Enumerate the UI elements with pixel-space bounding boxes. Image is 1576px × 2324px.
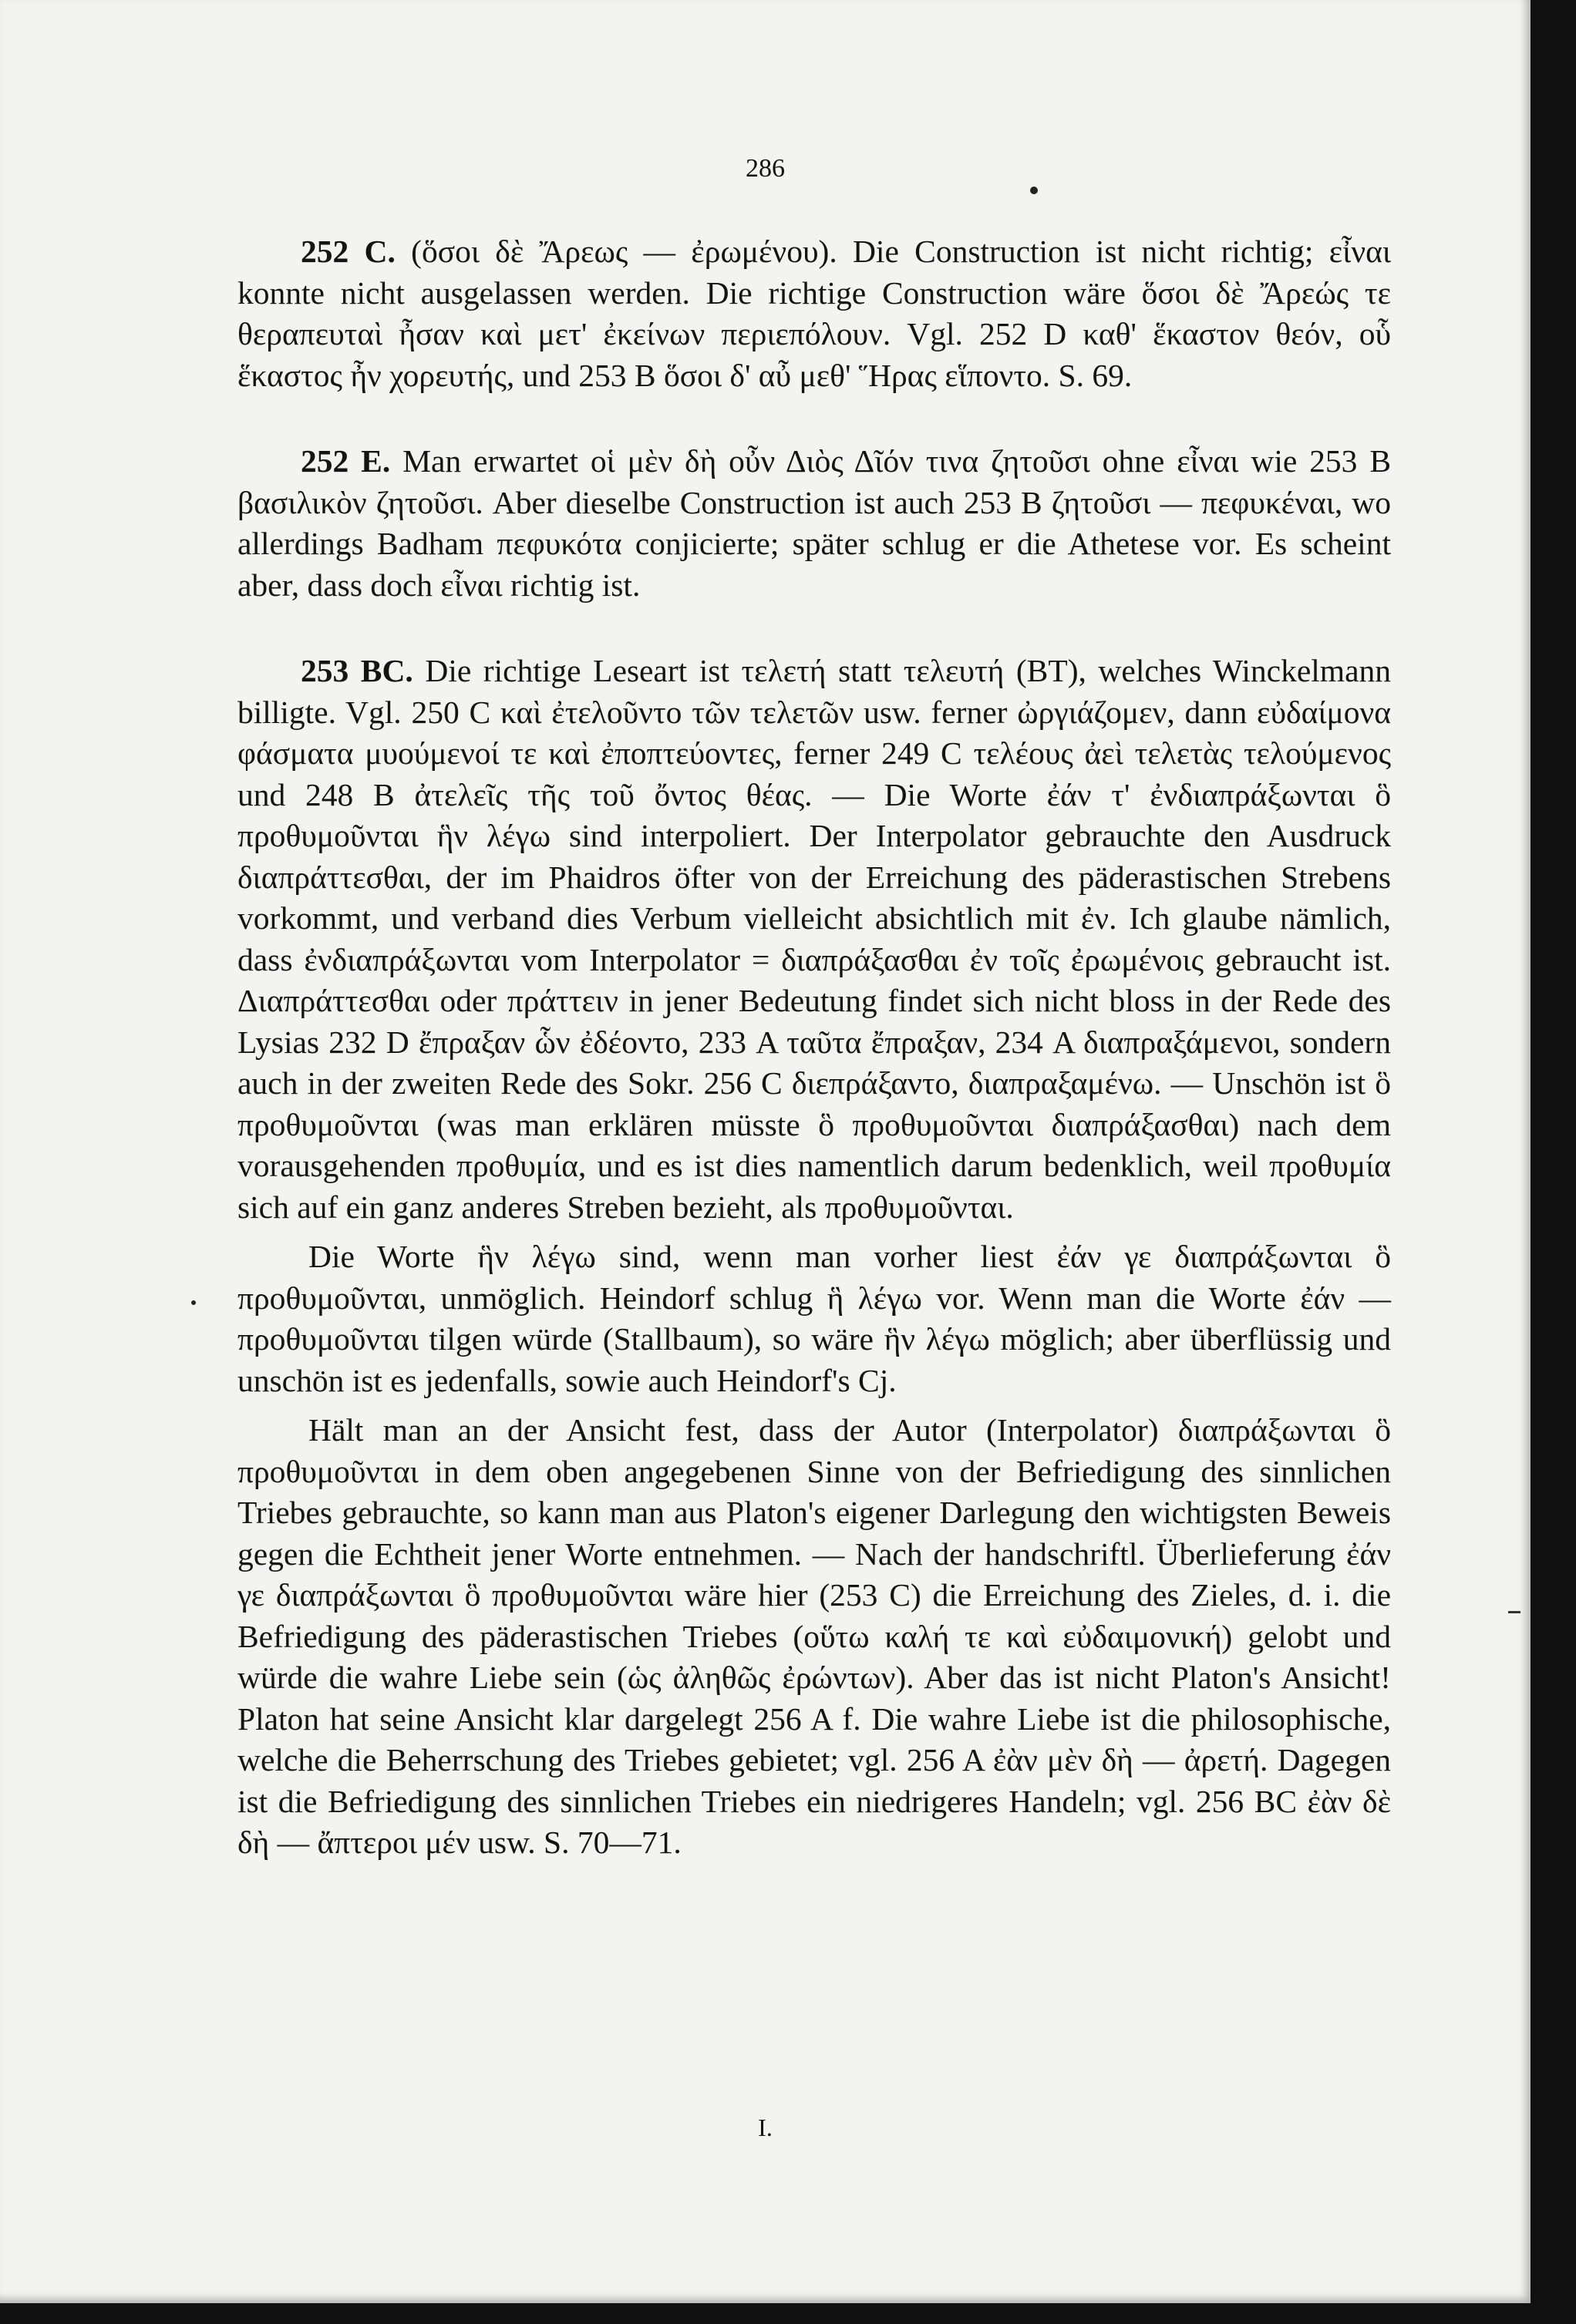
- text-body: [237, 231, 1391, 1864]
- paragraph-252e: [237, 441, 1391, 606]
- paragraph-text: Man erwartet οἱ μὲν δὴ οὖν Διὸς Δῖόν τινα ζητοῦσι ohne εἶναι wie 253 B βασιλικὸν ζητοῦσι. Aber dieselbe Construction ist auch 253 B ζητοῦσι — πεφυκέναι, wo allerdings Badham πεφυκότα conjicierte; später schlug er die Athetese vor. Es scheint aber, dass doch εἶναι richtig ist.: [237, 443, 1391, 603]
- paragraph-text: (ὅσοι δὲ Ἄρεως — ἐρωμένου). Die Construction ist nicht richtig; εἶναι konnte nicht ausgelassen werden. Die richtige Construction wäre ὅσοι δὲ Ἄρεώς τε θεραπευταὶ ἦσαν καὶ μετ' ἐκείνων περιεπόλουν. Vgl. 252 D καθ' ἕκαστον θεόν, οὗ ἕκαστος ἦν χορευτής, und 253 B ὅσοι δ' αὖ μεθ' Ἥρας εἵποντο. S. 69.: [237, 234, 1391, 393]
- speck-mark: [1030, 187, 1038, 194]
- section-ref: 252 E.: [301, 443, 391, 479]
- paragraph-252c: [237, 231, 1391, 396]
- speck-mark: [191, 1300, 196, 1305]
- section-ref: 253 BC.: [301, 653, 413, 688]
- margin-mark: [1508, 1611, 1520, 1613]
- paragraph-haelt-man: [237, 1410, 1391, 1864]
- page-number: 286: [746, 154, 785, 183]
- paragraph-text: Hält man an der Ansicht fest, dass der Autor (Interpolator) διαπράξωνται ὃ προθυμοῦνται in dem oben angegebenen Sinne von der Befriedigung des sinnlichen Triebes gebrauchte, so kann man aus Platon's eigener Darlegung den wichtigsten Beweis gegen die Echtheit jener Worte entnehmen. — Nach der handschriftl. Überlieferung ἐάν γε διαπράξωνται ὃ προθυμοῦνται wäre hier (253 C) die Erreichung des Zieles, d. i. die Befriedigung des päderastischen Triebes (οὕτω καλή τε καὶ εὐδαιμονική) gelobt und würde die wahre Liebe sein (ὡς ἀληθῶς ἐρώντων). Aber das ist nicht Platon's Ansicht! Platon hat seine Ansicht klar dargelegt 256 A f. Die wahre Liebe ist die philosophische, welche die Beherrschung des Triebes gebietet; vgl. 256 A ἐὰν μὲν δὴ — ἀρετή. Dagegen ist die Befriedigung des sinnlichen Triebes ein niedrigeres Handeln; vgl. 256 BC ἐὰν δὲ δὴ — ἄπτεροι μέν usw. S. 70—71.: [237, 1412, 1391, 1860]
- paragraph-die-worte: [237, 1236, 1391, 1401]
- paragraph-text: Die richtige Leseart ist τελετή statt τελευτή (BT), welches Winckelmann billigte. Vgl. 250 C καὶ ἐτελοῦντο τῶν τελετῶν usw. ferner ὠργιάζομεν, dann εὐδαίμονα φάσματα μυούμενοί τε καὶ ἐποπτεύοντες, ferner 249 C τελέους ἀεὶ τελετὰς τελούμενος und 248 B ἀτελεῖς τῆς τοῦ ὄντος θέας. — Die Worte ἐάν τ' ἐνδιαπράξωνται ὃ προθυμοῦνται ἣν λέγω sind interpoliert. Der Interpolator gebrauchte den Ausdruck διαπράττεσθαι, der im Phaidros öfter von der Erreichung des päderastischen Strebens vorkommt, und verband dies Verbum vielleicht absichtlich mit ἐν. Ich glaube nämlich, dass ἐνδιαπράξωνται vom Interpolator = διαπράξασθαι ἐν τοῖς ἐρωμένοις gebraucht ist. Διαπράττεσθαι oder πράττειν in jener Bedeutung findet sich nicht bloss in der Rede des Lysias 232 D ἔπραξαν ὧν ἐδέοντο, 233 A ταῦτα ἔπραξαν, 234 A διαπραξάμενοι, sondern auch in der zweiten Rede des Sokr. 256 C διεπράξαντο, διαπραξαμένω. — Unschön ist ὃ προθυμοῦνται (was man erklären müsste ὃ προθυμοῦνται διαπράξασθαι) nach dem vorausgehenden προθυμία, und es ist dies namentlich darum bedenklich, weil προθυμία sich auf ein ganz anderes Streben bezieht, als προθυμοῦνται.: [237, 653, 1391, 1225]
- paragraph-text: Die Worte ἣν λέγω sind, wenn man vorher liest ἐάν γε διαπράξωνται ὃ προθυμοῦνται, unmöglich. Heindorf schlug ἣ λέγω vor. Wenn man die Worte ἐάν — προθυμοῦνται tilgen würde (Stallbaum), so wäre ἣν λέγω möglich; aber überflüssig und unschön ist es jedenfalls, sowie auch Heindorf's Cj.: [237, 1239, 1391, 1398]
- section-ref: 252 C.: [301, 234, 396, 269]
- paragraph-253bc: [237, 651, 1391, 1228]
- signature-mark: I.: [758, 2114, 773, 2141]
